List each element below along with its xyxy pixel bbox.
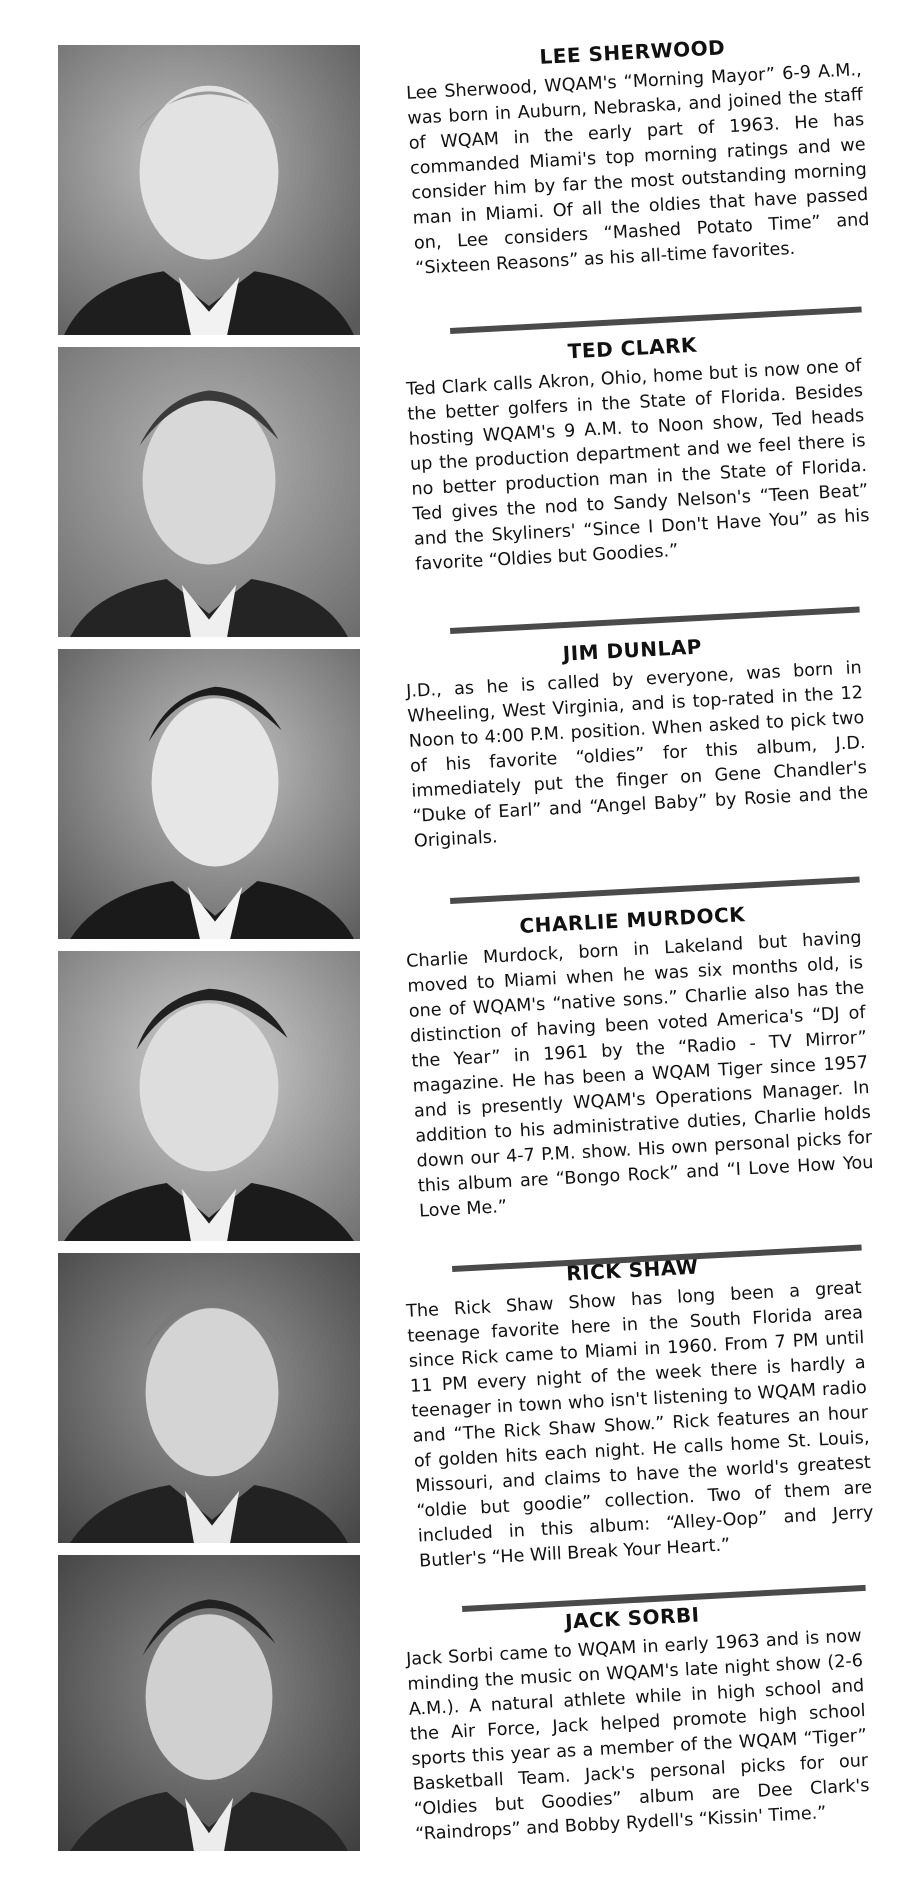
portrait-jack-sorbi [58, 1555, 360, 1851]
portrait-rick-shaw [58, 1253, 360, 1543]
dj-bio: J.D., as he is called by everyone, was born in Wheeling, West Virginia, and is top-rated in the 12 Noon to 4:00 P.M. position. When asked to pick two of his favorite “oldies” for this album, J.D. immediately put the finger on Gene Chandler's “Duke of Earl” and “Angel Baby” by Rosie and the Originals. [405, 658, 869, 852]
dj-name: TED CLARK [567, 332, 698, 364]
dj-bio: The Rick Shaw Show has long been a great teenage favorite here in the South Florida area since Rick came to Miami in 1960. From 7 PM until 11 PM every night of the week there is hardly a teenager in town who isn't listening to WQAM radio and “The Rick Shaw Show.” Rick features an hour of golden hits each night. He calls home St. Louis, Missouri, and claims to have the world's greatest “oldie but goodie” collection. Two of them are included in this album: “Alley-Oop” and Jerry Butler's “He Will Break Your Heart.” [405, 1278, 874, 1572]
entry-jack-sorbi [404, 1594, 871, 1848]
dj-bio: Charlie Murdock, born in Lakeland but having moved to Miami when he was six months old, is one of WQAM's “native sons.” Charlie also has the distinction of having been voted America's “DJ of the Year” in 1961 by the “Radio - TV Mirror” magazine. He has been a WQAM Tiger since 1957 and is presently WQAM's Operations Manager. In addition to his administrative duties, Charlie holds down our 4-7 P.M. show. His own personal picks for this album are “Bongo Rock” and “I Love How You Love Me.” [405, 928, 874, 1222]
dj-name: CHARLIE MURDOCK [518, 902, 746, 938]
dj-name: JACK SORBI [564, 1602, 701, 1634]
portrait-lee-sherwood [58, 45, 360, 335]
dj-bio: Lee Sherwood, WQAM's “Morning Mayor” 6-9 A.M., was born in Auburn, Nebraska, and joined the staff of WQAM in the early part of 1963. He has commanded Miami's top morning ratings and we consider him by far the most outstanding morning man in Miami. Of all the oldies that have passed on, Lee considers “Mashed Potato Time” and “Sixteen Reasons” as his all-time favorites. [405, 60, 870, 279]
dj-name: LEE SHERWOOD [538, 35, 726, 69]
dj-name: RICK SHAW [565, 1254, 699, 1286]
entry-rick-shaw [404, 1246, 875, 1574]
dj-bio: Jack Sorbi came to WQAM in early 1963 and is now minding the music on WQAM's late night show (2-6 A.M.). A natural athlete while in high school and the Air Force, Jack helped promote high school sports this year as a member of the WQAM “Tiger” Basketball Team. Jack's personal picks for our “Oldies but Goodies” album are Dee Clark's “Raindrops” and Bobby Rydell's “Kissin' Time.” [405, 1626, 870, 1845]
dj-name: JIM DUNLAP [562, 634, 703, 666]
portrait-charlie-murdock [58, 951, 360, 1241]
entry-charlie-murdock [404, 896, 875, 1224]
entry-ted-clark [404, 324, 871, 578]
portrait-jim-dunlap [58, 649, 360, 939]
entry-jim-dunlap [404, 626, 870, 855]
entry-lee-sherwood [404, 28, 871, 282]
dj-bio: Ted Clark calls Akron, Ohio, home but is now one of the better golfers in the State of Florida. Besides hosting WQAM's 9 A.M. to Noon show, Ted heads up the production department and we feel there is no better production man in the State of Florida. Ted gives the nod to Sandy Nelson's “Teen Beat” and the Skyliners' “Since I Don't Have You” as his favorite “Oldies but Goodies.” [405, 356, 870, 575]
portrait-ted-clark [58, 347, 360, 637]
